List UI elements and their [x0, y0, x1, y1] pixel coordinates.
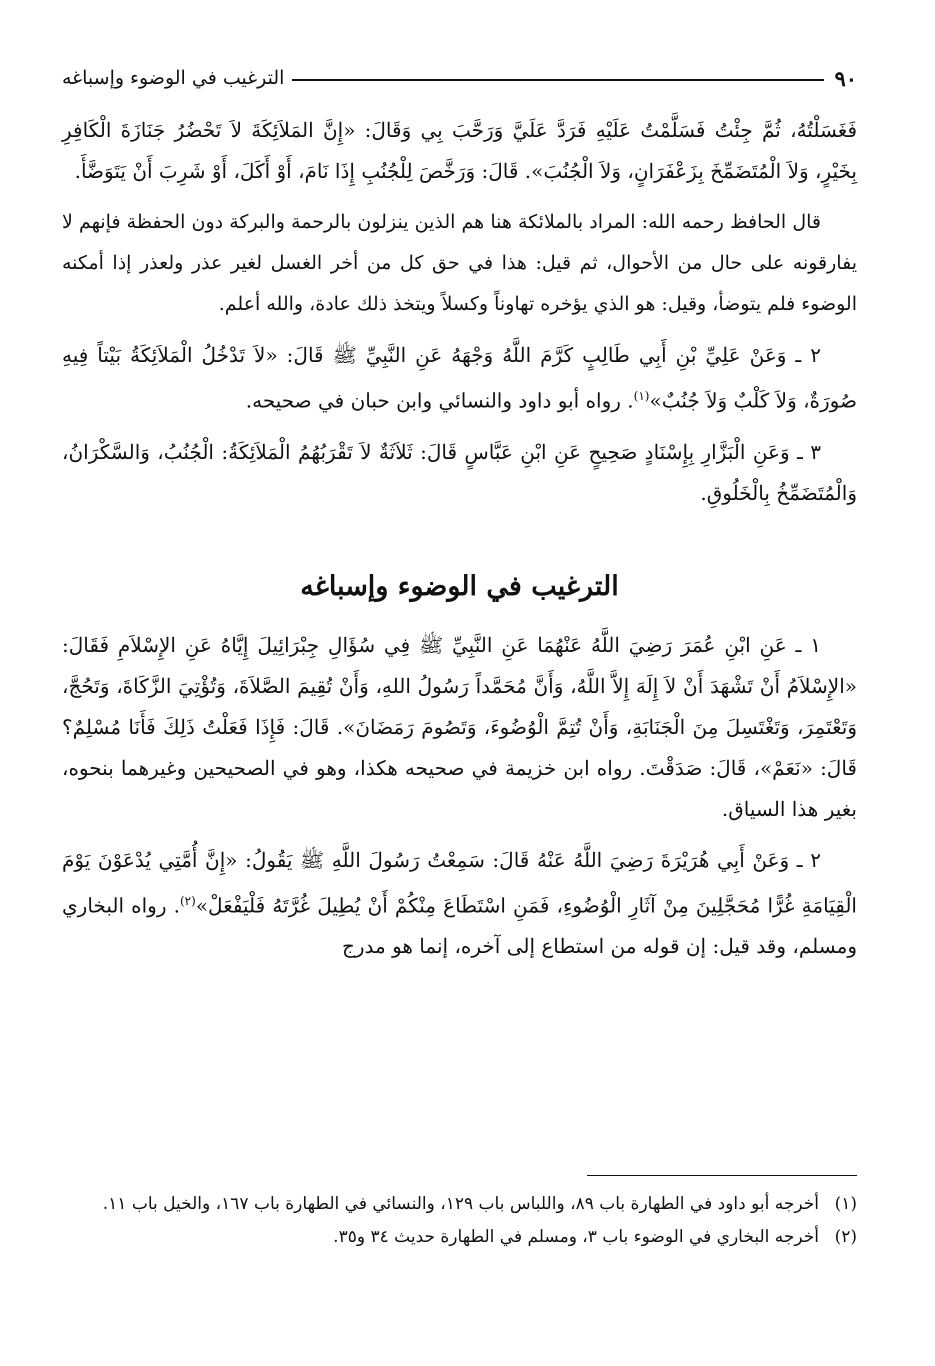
footnote-number: (١)	[834, 1194, 857, 1214]
hadith-2	[62, 335, 857, 422]
hadith-2-text: ٢ ـ وَعَنْ عَلِيِّ بْنِ أَبِي طَالِبٍ كَرَّمَ اللَّهُ وَجْهَهُ عَنِ النَّبِيِّ ﷺ قَالَ: «لاَ تَدْخُلُ الْمَلاَئِكَةُ بَيْتاً فِيهِ صُورَةٌ، وَلاَ كَلْبٌ وَلاَ جُنُبٌ»	[62, 343, 857, 413]
footnote-text: أخرجه أبو داود في الطهارة باب ٨٩، واللباس باب ١٢٩، والنسائي في الطهارة باب ١٦٧، والخيل باب ١١.	[102, 1194, 819, 1214]
section-hadith-1: ١ ـ عَنِ ابْنِ عُمَرَ رَضِيَ اللَّهُ عَنْهُمَا عَنِ النَّبِيِّ ﷺ فِي سُؤَالِ جِبْرَائِيلَ إِيَّاهُ عَنِ الإِسْلاَمِ فَقَالَ: «الإِسْلاَمُ أَنْ تَشْهَدَ أَنْ لاَ إِلَهَ إِلاَّ اللَّهُ، وَأَنَّ مُحَمَّداً رَسُولُ اللهِ، وَأَنْ تُقِيمَ الصَّلاَةَ، وَتُؤْتِيَ الزَّكَاةَ، وَتَحُجَّ، وَتَعْتَمِرَ، وَتَغْتَسِلَ مِنَ الْجَنَابَةِ، وَأَنْ تُتِمَّ الْوُضُوءَ، وَتَصُومَ رَمَضَانَ». قَالَ: فَإِذَا فَعَلْتُ ذَلِكَ فَأَنَا مُسْلِمٌ؟ قَالَ: «نَعَمْ»، قَالَ: صَدَقْتَ. رواه ابن خزيمة في صحيحه هكذا، وهو في الصحيحين وغيرهما بنحوه، بغير هذا السياق.	[62, 632, 857, 821]
page-body	[62, 110, 857, 977]
section-hadith-2-source: . رواه البخاري ومسلم، وقد قيل: إن قوله من استطاع إلى آخره، إنما هو مدرج	[62, 893, 857, 959]
hadith-2-source: . رواه أبو داود والنسائي وابن حبان في صحيحه.	[245, 388, 634, 413]
footnote-rule	[587, 1175, 857, 1176]
page-number: ٩٠	[834, 65, 857, 91]
section-hadith-2-text: ٢ ـ وَعَنْ أَبِي هُرَيْرَةَ رَضِيَ اللَّهُ عَنْهُ قَالَ: سَمِعْتُ رَسُولَ اللَّهِ ﷺ يَقُولُ: «إِنَّ أُمَّتِي يُدْعَوْنَ يَوْمَ الْقِيَامَةِ غُرًّا مُحَجَّلِينَ مِنْ آثَارِ الْوُضُوءِ، فَمَنِ اسْتَطَاعَ مِنْكُمْ أَنْ يُطِيلَ غُرَّتَهُ فَلْيَفْعَلْ»	[62, 847, 857, 918]
footnote-ref-1[interactable]: (١)	[633, 389, 650, 403]
section-title: الترغيب في الوضوء وإسباغه	[300, 570, 619, 602]
running-header	[62, 58, 857, 98]
header-rule	[292, 79, 824, 81]
commentary-paragraph: قال الحافظ رحمه الله: المراد بالملائكة هنا هم الذين ينزلون بالرحمة والبركة دون الحفظة فإنهم لا يفارقونه على حال من الأحوال، ثم قيل: هذا في حق كل من أخر الغسل لغير عذر ولعذر إذا أمكنه الوضوء فلم يتوضأ، وقيل: هو الذي يؤخره تهاوناً وكسلاً ويتخذ ذلك عادة، والله أعلم.	[62, 211, 857, 315]
section-hadith-2	[62, 840, 857, 968]
footnotes	[62, 1175, 857, 1256]
footnote-number: (٢)	[834, 1227, 857, 1247]
footnote-2	[62, 1223, 857, 1252]
hadith-3: ٣ ـ وَعَنِ الْبَزَّارِ بِإِسْنَادٍ صَحِيحٍ عَنِ ابْنِ عَبَّاسٍ قَالَ: ثَلاَثَةٌ لاَ تَقْرَبُهُمُ الْمَلاَئِكَةُ: الْجُنُبُ، وَالسَّكْرَانُ، وَالْمُتَضَمِّخُ بِالْخَلُوقِ.	[62, 439, 857, 505]
running-header-title: الترغيب في الوضوء وإسباغه	[62, 67, 285, 89]
footnote-ref-2[interactable]: (٢)	[179, 893, 196, 908]
footnote-1	[62, 1190, 857, 1219]
hadith-continuation: فَغَسَلْتُهُ، ثُمَّ جِئْتُ فَسَلَّمْتُ عَلَيْهِ فَرَدَّ عَلَيَّ وَرَحَّبَ بِي وَقَالَ: «إِنَّ المَلاَئِكَةَ لاَ تَحْضُرُ جَنَازَةَ الْكَافِرِ بِخَيْرٍ، وَلاَ الْمُتَضَمِّخَ بِزَعْفَرَانٍ، وَلاَ الْجُنُبَ». قَالَ: وَرَخَّصَ لِلْجُنُبِ إِذَا نَامَ، أَوْ أَكَلَ، أَوْ شَرِبَ أَنْ يَتَوَضَّأَ.	[62, 118, 857, 183]
footnote-text: أخرجه البخاري في الوضوء باب ٣، ومسلم في الطهارة حديث ٣٤ و٣٥.	[333, 1227, 819, 1247]
